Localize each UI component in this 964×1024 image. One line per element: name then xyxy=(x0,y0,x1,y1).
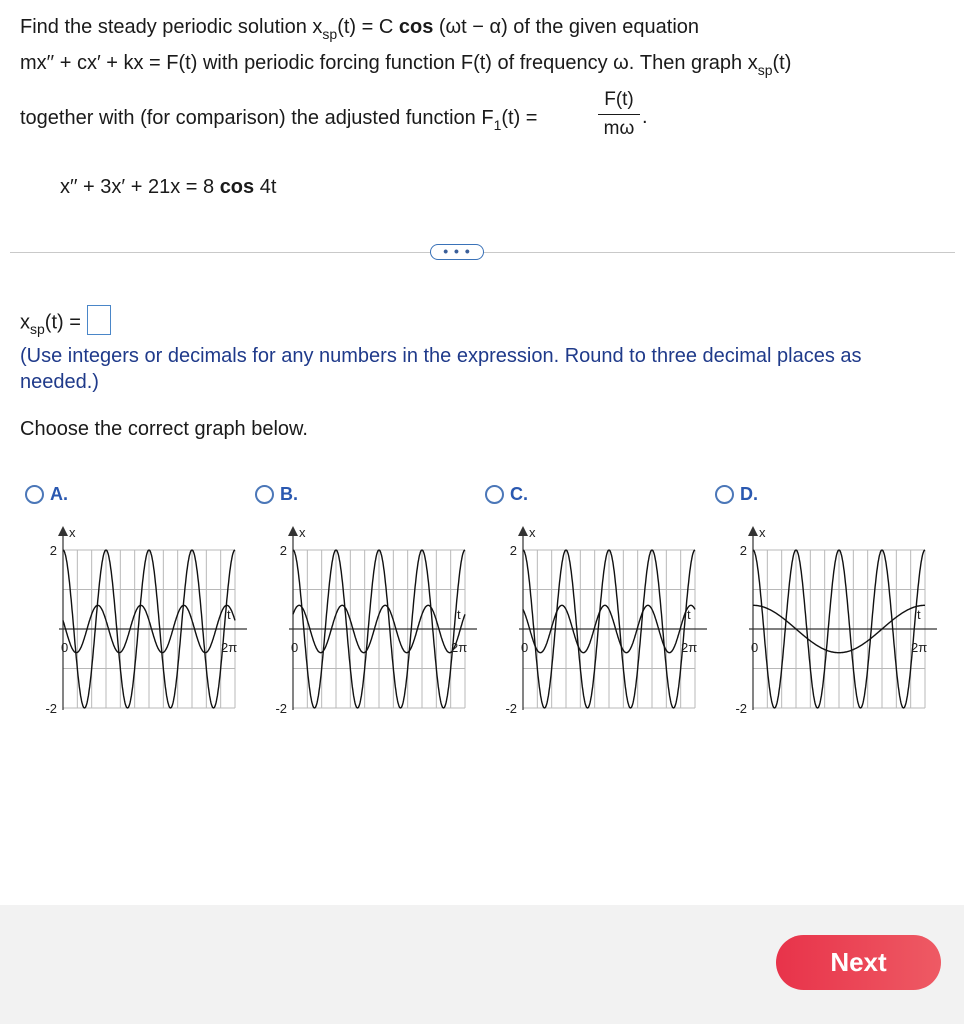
graph-b[interactable] xyxy=(255,520,480,720)
t-axis-label: t xyxy=(457,607,461,622)
y-axis-arrow xyxy=(288,526,298,536)
y-axis-arrow xyxy=(748,526,758,536)
x-axis-label: x xyxy=(69,525,76,540)
t-end-label: 2π xyxy=(911,640,928,655)
given-equation: x′′ + 3x′ + 21x = 8 cos 4t xyxy=(60,176,277,198)
y-tick-top: 2 xyxy=(49,543,57,558)
y-tick-bottom: -2 xyxy=(275,701,287,716)
answer-row: $x_{sp}(t)$ = xyxy=(20,308,111,338)
graph-d[interactable] xyxy=(715,520,940,720)
x-axis-label: x xyxy=(299,525,306,540)
y-tick-top: 2 xyxy=(509,543,517,558)
y-tick-top: 2 xyxy=(739,543,747,558)
y-tick-bottom: -2 xyxy=(45,701,57,716)
radio-d[interactable] xyxy=(715,485,734,504)
choose-prompt: Choose the correct graph below. xyxy=(20,418,308,440)
origin-label: 0 xyxy=(61,640,69,655)
y-axis-arrow xyxy=(518,526,528,536)
x-axis-label: x xyxy=(759,525,766,540)
option-a[interactable]: A. xyxy=(25,484,68,508)
more-button[interactable]: • • • xyxy=(430,244,484,260)
question-line-2: mx′′ + cx′ + kx = F(t) with periodic forcing function F(t) of frequency ω. Then graph $x_{sp}(t)$ xyxy=(20,52,792,78)
rounding-hint: (Use integers or decimals for any numbers in the expression. Round to three decimal places as needed.) xyxy=(20,345,862,393)
radio-c[interactable] xyxy=(485,485,504,504)
option-d[interactable]: D. xyxy=(715,484,758,508)
x-axis-label: x xyxy=(529,525,536,540)
t-axis-label: t xyxy=(917,607,921,622)
question-line-1: Find the steady periodic solution $x_{sp}(t) = C$ cos (ωt − α) of the given equation xyxy=(20,16,700,42)
y-tick-bottom: -2 xyxy=(735,701,747,716)
origin-label: 0 xyxy=(751,640,759,655)
t-axis-label: t xyxy=(687,607,691,622)
y-tick-bottom: -2 xyxy=(505,701,517,716)
origin-label: 0 xyxy=(521,640,529,655)
graph-c[interactable] xyxy=(485,520,710,720)
fraction-denominator: mω xyxy=(603,118,635,139)
t-end-label: 2π xyxy=(681,640,698,655)
option-b[interactable]: B. xyxy=(255,484,298,508)
fraction-period: . xyxy=(642,106,648,128)
radio-a[interactable] xyxy=(25,485,44,504)
answer-input[interactable] xyxy=(87,305,111,335)
fraction-numerator: F(t) xyxy=(604,89,634,110)
adjusted-function-fraction xyxy=(598,89,640,140)
t-axis-label: t xyxy=(227,607,231,622)
question-line-3: together with (for comparison) the adjusted function $F_1(t)$ = xyxy=(20,107,538,133)
y-tick-top: 2 xyxy=(279,543,287,558)
radio-b[interactable] xyxy=(255,485,274,504)
graph-a[interactable] xyxy=(25,520,250,720)
t-end-label: 2π xyxy=(451,640,468,655)
next-button[interactable]: Next xyxy=(776,935,941,990)
t-end-label: 2π xyxy=(221,640,238,655)
option-c[interactable]: C. xyxy=(485,484,528,508)
y-axis-arrow xyxy=(58,526,68,536)
origin-label: 0 xyxy=(291,640,299,655)
